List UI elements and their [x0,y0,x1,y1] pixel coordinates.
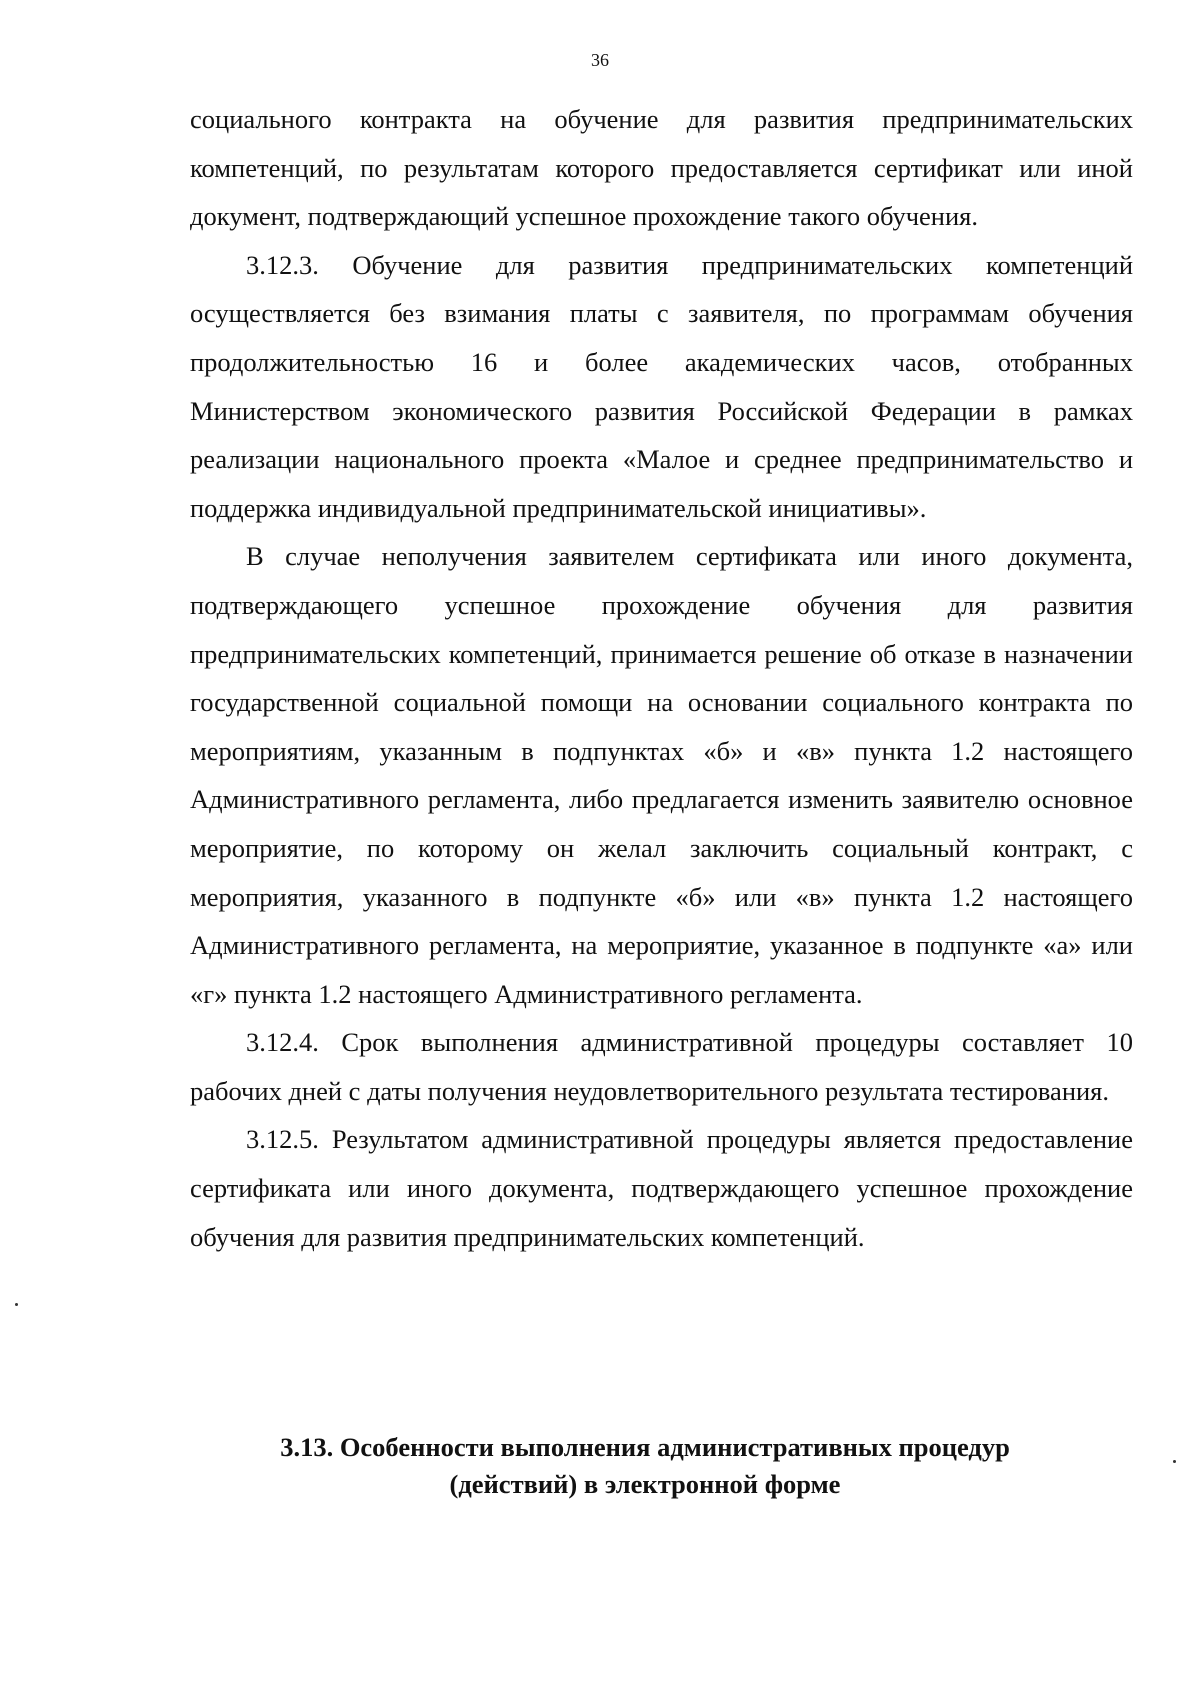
document-body [190,95,1133,1261]
paragraph-refusal-case: В случае неполучения заявителем сертификата или иного документа, подтверждающего успешное прохождение обучения для развития предпринимательских компетенций, принимается решение об отказе в назначении государственной социальной помощи на основании социального контракта по мероприятиям, указанным в подпунктах «б» и «в» пункта 1.2 настоящего Административного регламента, либо предлагается изменить заявителю основное мероприятие, по которому он желал заключить социальный контракт, с мероприятия, указанного в подпункте «б» или «в» пункта 1.2 настоящего Административного регламента, на мероприятие, указанное в подпункте «а» или «г» пункта 1.2 настоящего Административного регламента. [190,541,1133,1009]
page-number: 36 [591,50,609,70]
scan-speck [1173,1460,1176,1463]
section-heading-line-2: (действий) в электронной форме [449,1469,841,1499]
paragraph-3-12-5: 3.12.5. Результатом административной процедуры является предоставление сертификата или иного документа, подтверждающего успешное прохождение обучения для развития предпринимательских компетенций. [190,1124,1133,1252]
section-heading-line-1: 3.13. Особенности выполнения административных процедур [280,1432,1010,1462]
scan-speck [15,1303,18,1306]
paragraph-3-12-4: 3.12.4. Срок выполнения административной процедуры составляет 10 рабочих дней с даты получения неудовлетворительного результата тестирования. [190,1027,1133,1106]
paragraph-3-12-3: 3.12.3. Обучение для развития предпринимательских компетенций осуществляется без взимания платы с заявителя, по программам обучения продолжительностью 16 и более академических часов, отобранных Министерством экономического развития Российской Федерации в рамках реализации национального проекта «Малое и среднее предпринимательство и поддержка индивидуальной предпринимательской инициативы». [190,249,1133,523]
paragraph-continuation: социального контракта на обучение для развития предпринимательских компетенций, по результатам которого предоставляется сертификат или иной документ, подтверждающий успешное прохождение такого обучения. [190,104,1133,232]
section-heading-3-13 [250,1429,1040,1503]
